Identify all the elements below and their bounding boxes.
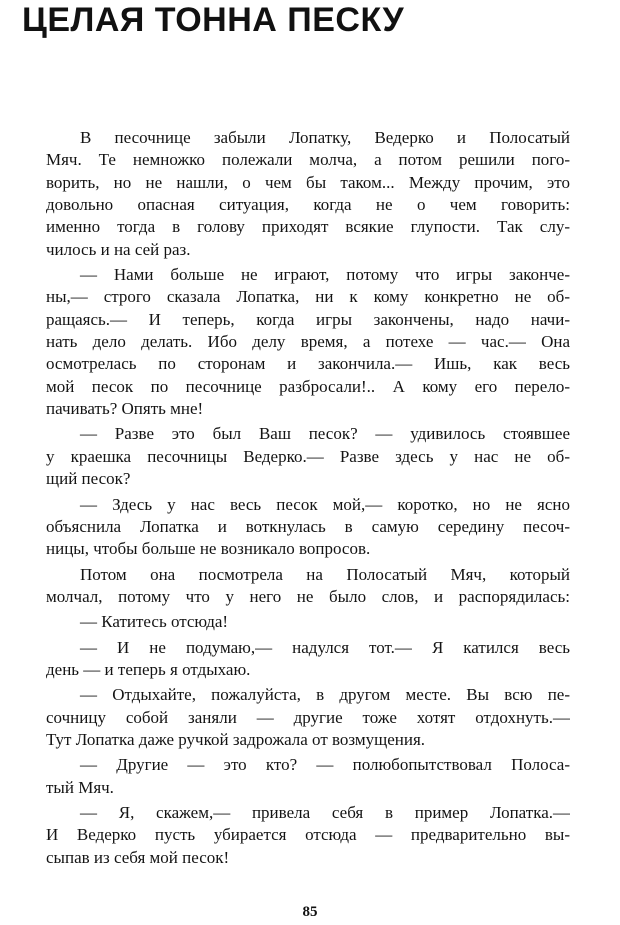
- chapter-title: ЦЕЛАЯ ТОННА ПЕСКУ: [22, 1, 405, 39]
- text-line: — И не подумаю,— надулся тот.— Я катился весь: [80, 637, 570, 657]
- text-line: ны,— строго сказала Лопатка, ни к кому конкретно не об-: [46, 287, 570, 307]
- text-line: сочницу собой заняли — другие тоже хотят отдохнуть.—: [46, 707, 570, 727]
- text-line: ворить, но не нашли, о чем бы таком... Между прочим, это: [46, 172, 570, 192]
- text-line: объяснила Лопатка и воткнулась в самую середину песоч-: [46, 516, 570, 536]
- page-number: 85: [302, 904, 318, 920]
- text-line: довольно опасная ситуация, когда не о чем говорить:: [46, 195, 570, 215]
- text-line: Потом она посмотрела на Полосатый Мяч, который: [80, 564, 570, 584]
- text-line: нать дело делать. Ибо делу время, а потехе — час.— Она: [46, 332, 570, 352]
- text-line: В песочнице забыли Лопатку, Ведерко и Полосатый: [80, 128, 570, 147]
- text-line: щий песок?: [46, 469, 131, 489]
- text-line: Мяч. Те немножко полежали молча, а потом решили пого-: [46, 150, 570, 170]
- text-line: день — и теперь я отдыхаю.: [46, 659, 251, 679]
- text-line: пачивать? Опять мне!: [46, 399, 204, 419]
- text-line: осмотрелась по сторонам и закончила.— Ишь, как весь: [46, 354, 570, 374]
- text-line: — Нами больше не играют, потому что игры законче-: [80, 265, 570, 285]
- text-line: — Разве это был Ваш песок? — удивилось стоявшее: [80, 424, 570, 444]
- text-line: — Отдыхайте, пожалуйста, в другом месте. Вы всю пе-: [80, 685, 570, 705]
- text-line: — Я, скажем,— привела себя в пример Лопатка.—: [80, 802, 570, 822]
- text-line: тый Мяч.: [46, 777, 114, 797]
- text-line: — Другие — это кто? — полюбопытствовал Полоса-: [80, 755, 570, 775]
- text-line: ницы, чтобы больше не возникало вопросов.: [46, 539, 371, 559]
- text-line: — Катитесь отсюда!: [80, 612, 229, 632]
- text-line: И Ведерко пусть убирается отсюда — предварительно вы-: [46, 825, 570, 845]
- text-line: у краешка песочницы Ведерко.— Разве здесь у нас не об-: [46, 446, 570, 466]
- text-line: молчал, потому что у него не было слов, и распорядилась:: [46, 586, 570, 606]
- text-line: — Здесь у нас весь песок мой,— коротко, но не ясно: [80, 494, 570, 514]
- text-line: мой песок по песочнице разбросали!.. А кому его перело-: [46, 376, 570, 396]
- text-line: Тут Лопатка даже ручкой задрожала от возмущения.: [46, 729, 426, 749]
- text-line: чилось и на сей раз.: [46, 239, 191, 259]
- text-line: ращаясь.— И теперь, когда игры закончены, надо начи-: [46, 309, 570, 329]
- body-text: [46, 127, 570, 869]
- text-line: именно тогда в голову приходят всякие глупости. Так слу-: [46, 217, 570, 237]
- text-line: сыпав из себя мой песок!: [46, 847, 230, 867]
